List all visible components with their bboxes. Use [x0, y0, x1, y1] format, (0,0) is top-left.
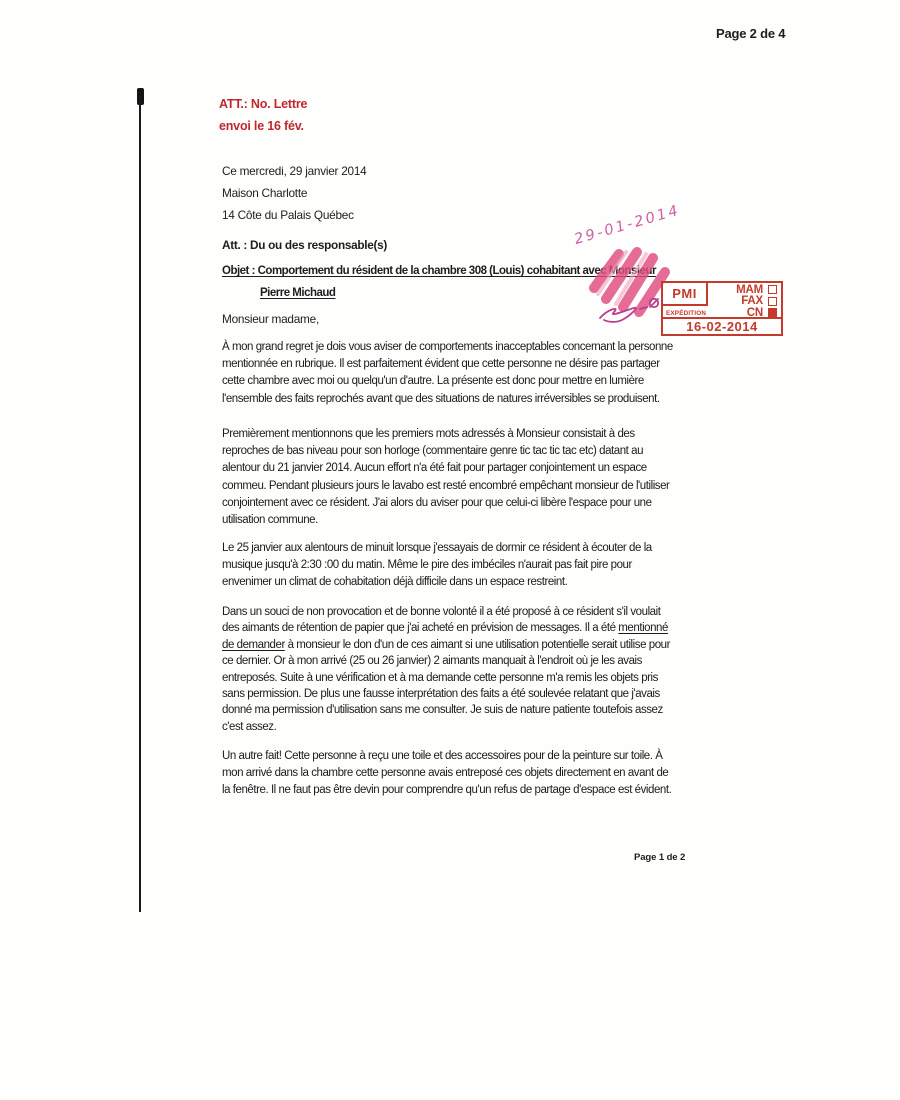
expedition-stamp	[661, 281, 783, 336]
stamp-option-fax	[736, 296, 777, 308]
stamp-date: 16-02-2014	[663, 317, 781, 334]
stamp-option-mam	[736, 284, 777, 296]
paragraph-1: À mon grand regret je dois vous aviser de comportements inacceptables concernant la personne mentionnée en rubrique. Il est parfaitement évident que cette personne ne désire pas partager cette chambre avec moi ou quelqu'un d'autre. La présente est donc pour mettre en lumière l'ensemble des faits reprochés avant que des situations de natures irréversibles se produisent.	[222, 341, 673, 405]
red-annotation-line2: envoi le 16 fév.	[219, 118, 304, 133]
scan-page-number: Page 2 de 4	[716, 26, 786, 41]
letter-page-number: Page 1 de 2	[634, 852, 686, 863]
letter-date-line: Ce mercredi, 29 janvier 2014	[222, 164, 367, 178]
red-annotation-line1: ATT.: No. Lettre	[219, 97, 308, 111]
attention-line: Att. : Du ou des responsable(s)	[222, 238, 388, 252]
paragraph-4-post: à monsieur le don d'un de ces aimant si une utilisation potentielle serait utilise pour ce dernier. Or à mon arrivé (25 ou 26 janvier) 2 aimants manquait à l'endroit où je les avais entreposés. Suite à une vérification et à ma demande cette personne m'a remis les objets pris sans permission. De plus une fausse interprétation des faits a été soulevée relatant que j'avais donné ma permission d'utilisation sans me consulter. Je suis de nature patiente toutefois assez c'est assez.	[222, 638, 670, 733]
stamp-option-fax-label: FAX	[741, 295, 763, 308]
subject-line2: Pierre Michaud	[260, 287, 336, 299]
sender-name: Maison Charlotte	[222, 186, 308, 200]
paragraph-3: Le 25 janvier aux alentours de minuit lorsque j'essayais de dormir ce résident à écouter de la musique jusqu'à 2:30 :00 du matin. Même le pire des imbéciles n'aurait pas fait pire pour envenimer un climat de cohabitation déjà difficile dans un espace restreint.	[222, 542, 652, 589]
mam-checkbox	[768, 285, 777, 294]
stamp-expedition-label: EXPÉDITION	[666, 310, 707, 317]
stamp-company: PMI	[663, 283, 708, 306]
binder-vertical-line	[139, 96, 141, 912]
stamp-options	[736, 284, 777, 319]
paragraph-2: Premièrement mentionnons que les premiers mots adressés à Monsieur consistait à des reproches de bas niveau pour son horloge (commentaire genre tic tac tic tac etc) datant au alentour du 21 janvier 2014. Aucun effort n'a été fait pour partager conjointement un espace commeu. Pendant plusieurs jours le lavabo est resté encombré empêchant monsieur de l'utiliser conjointement avec ce résident. J'ai alors du aviser pour que celui-ci libère l'espace pour une utilisation commune.	[222, 428, 670, 527]
cn-checkbox	[768, 308, 777, 317]
stamp-option-mam-label: MAM	[736, 283, 763, 296]
salutation: Monsieur madame,	[222, 312, 319, 326]
paragraph-4	[222, 604, 677, 735]
red-annotation-note	[219, 94, 307, 137]
handwritten-date: 29-01-2014	[572, 202, 683, 248]
fax-checkbox	[768, 297, 777, 306]
letter-header-block	[222, 160, 366, 226]
subject-line1: Objet : Comportement du résident de la chambre 308 (Louis) cohabitant avec Monsieur	[222, 265, 656, 277]
paragraph-4-pre: Dans un souci de non provocation et de bonne volonté il a été proposé à ce résident s'il voulait des aimants de rétention de papier que j'ai acheté en prévision de messages. Il a été	[222, 606, 661, 635]
stamp-option-cn-label: CN	[746, 306, 763, 319]
sender-address: 14 Côte du Palais Québec	[222, 208, 354, 222]
paragraph-4-underlined-phrase: mentionné de demander	[222, 622, 668, 651]
paragraph-5: Un autre fait! Cette personne à reçu une toile et des accessoires pour de la peinture sur toile. À mon arrivé dans la chambre cette personne avais entreposé ces objets directement en avant de la fenêtre. Il ne faut pas être devin pour comprendre qu'un refus de partage d'espace est évident.	[222, 750, 672, 797]
